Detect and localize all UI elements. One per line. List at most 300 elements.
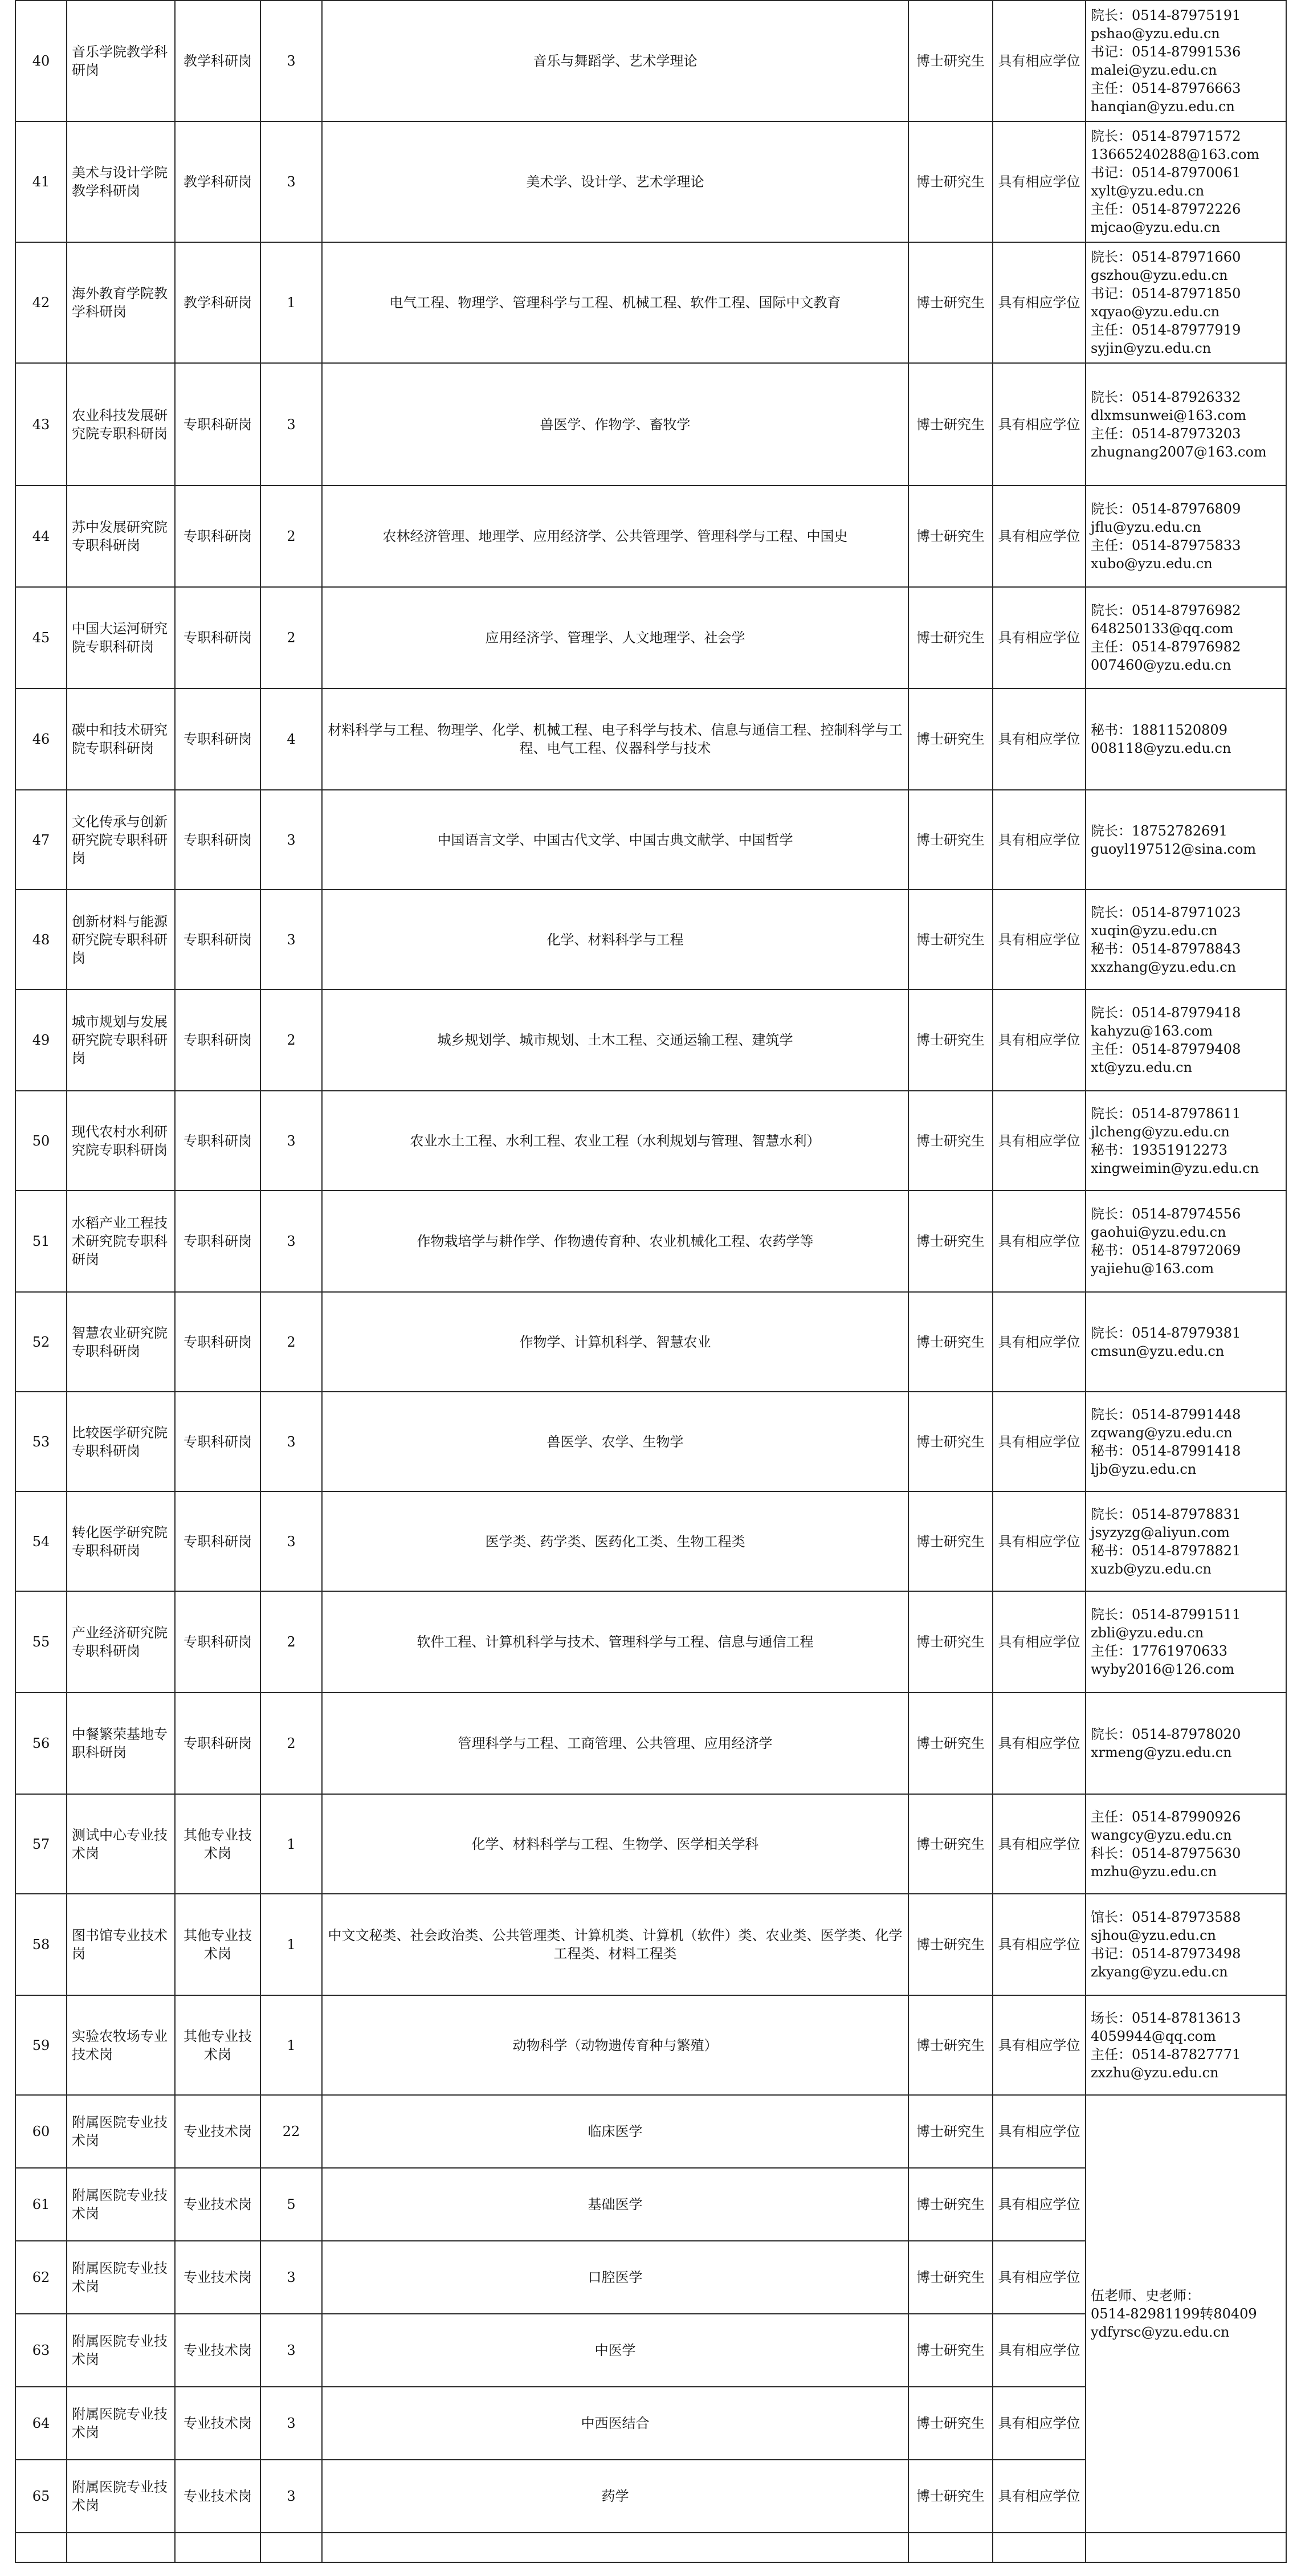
contact-cell bbox=[1086, 121, 1286, 242]
row-number-cell: 65 bbox=[15, 2460, 67, 2533]
empty-row bbox=[15, 2533, 1286, 2562]
contact-line: 院长：0514-87971572 bbox=[1091, 128, 1241, 144]
contact-line: xuqin@yzu.edu.cn bbox=[1091, 922, 1218, 939]
post-type-cell: 专职科研岗 bbox=[175, 1091, 260, 1191]
post-type-cell: 专职科研岗 bbox=[175, 1491, 260, 1591]
major-requirements-cell: 应用经济学、管理学、人文地理学、社会学 bbox=[322, 587, 908, 688]
unit-name-cell: 附属医院专业技术岗 bbox=[67, 2095, 175, 2168]
education-level-cell: 博士研究生 bbox=[908, 1191, 993, 1292]
contact-line: 主任：0514-87976982 bbox=[1091, 639, 1241, 655]
contact-line: yajiehu@163.com bbox=[1091, 1261, 1214, 1277]
contact-line: jsyzyzg@aliyun.com bbox=[1091, 1524, 1230, 1540]
education-level-cell: 博士研究生 bbox=[908, 890, 993, 989]
post-type-cell: 专职科研岗 bbox=[175, 1292, 260, 1392]
table-row bbox=[15, 688, 1286, 790]
education-level-cell: 博士研究生 bbox=[908, 790, 993, 890]
major-requirements-cell: 化学、材料科学与工程、生物学、医学相关学科 bbox=[322, 1794, 908, 1894]
headcount-cell: 5 bbox=[260, 2168, 322, 2241]
empty-cell bbox=[15, 2533, 67, 2562]
contact-line: 主任：0514-87979408 bbox=[1091, 1041, 1241, 1057]
major-requirements-cell: 农业水土工程、水利工程、农业工程（水利规划与管理、智慧水利） bbox=[322, 1091, 908, 1191]
post-type-cell: 专职科研岗 bbox=[175, 688, 260, 790]
empty-cell bbox=[175, 2533, 260, 2562]
education-level-cell: 博士研究生 bbox=[908, 1894, 993, 1995]
table-row bbox=[15, 1995, 1286, 2095]
contact-cell bbox=[1086, 688, 1286, 790]
education-level-cell: 博士研究生 bbox=[908, 486, 993, 587]
education-level-cell: 博士研究生 bbox=[908, 242, 993, 363]
contact-line: 书记：0514-87991536 bbox=[1091, 44, 1241, 60]
post-type-cell: 专业技术岗 bbox=[175, 2168, 260, 2241]
major-requirements-cell: 管理科学与工程、工商管理、公共管理、应用经济学 bbox=[322, 1693, 908, 1794]
contact-cell bbox=[1086, 1491, 1286, 1591]
post-type-cell: 专职科研岗 bbox=[175, 486, 260, 587]
contact-line: sjhou@yzu.edu.cn bbox=[1091, 1927, 1216, 1943]
contact-line: 秘书：0514-87972069 bbox=[1091, 1242, 1241, 1258]
contact-line: 秘书：18811520809 bbox=[1091, 722, 1227, 738]
row-number-cell: 45 bbox=[15, 587, 67, 688]
row-number-cell: 44 bbox=[15, 486, 67, 587]
contact-line: 秘书：0514-87978821 bbox=[1091, 1542, 1241, 1559]
contact-line: 科长：0514-87975630 bbox=[1091, 1845, 1241, 1861]
contact-cell bbox=[1086, 1292, 1286, 1392]
major-requirements-cell: 中医学 bbox=[322, 2314, 908, 2387]
degree-requirement-cell: 具有相应学位 bbox=[993, 790, 1086, 890]
major-requirements-cell: 农林经济管理、地理学、应用经济学、公共管理学、管理科学与工程、中国史 bbox=[322, 486, 908, 587]
contact-line: 秘书：0514-87978843 bbox=[1091, 940, 1241, 957]
contact-line: 主任：0514-87976663 bbox=[1091, 80, 1241, 96]
row-number-cell: 59 bbox=[15, 1995, 67, 2095]
table-row bbox=[15, 1693, 1286, 1794]
education-level-cell: 博士研究生 bbox=[908, 1491, 993, 1591]
contact-cell bbox=[1086, 890, 1286, 989]
unit-name-cell: 附属医院专业技术岗 bbox=[67, 2460, 175, 2533]
row-number-cell: 52 bbox=[15, 1292, 67, 1392]
empty-cell bbox=[908, 2533, 993, 2562]
row-number-cell: 41 bbox=[15, 121, 67, 242]
contact-line: 主任：0514-87990926 bbox=[1091, 1808, 1241, 1825]
education-level-cell: 博士研究生 bbox=[908, 1794, 993, 1894]
contact-line: 秘书：19351912273 bbox=[1091, 1142, 1227, 1158]
major-requirements-cell: 兽医学、农学、生物学 bbox=[322, 1392, 908, 1491]
contact-line: ydfyrsc@yzu.edu.cn bbox=[1091, 2324, 1230, 2340]
row-number-cell: 54 bbox=[15, 1491, 67, 1591]
major-requirements-cell: 电气工程、物理学、管理科学与工程、机械工程、软件工程、国际中文教育 bbox=[322, 242, 908, 363]
row-number-cell: 60 bbox=[15, 2095, 67, 2168]
contact-line: zxzhu@yzu.edu.cn bbox=[1091, 2064, 1219, 2081]
headcount-cell: 2 bbox=[260, 989, 322, 1091]
table-row bbox=[15, 1, 1286, 121]
headcount-cell: 22 bbox=[260, 2095, 322, 2168]
degree-requirement-cell: 具有相应学位 bbox=[993, 1191, 1086, 1292]
major-requirements-cell: 医学类、药学类、医药化工类、生物工程类 bbox=[322, 1491, 908, 1591]
headcount-cell: 3 bbox=[260, 1091, 322, 1191]
contact-line: 院长：0514-87979418 bbox=[1091, 1005, 1241, 1021]
contact-line: 院长：18752782691 bbox=[1091, 822, 1227, 839]
post-type-cell: 专职科研岗 bbox=[175, 790, 260, 890]
post-type-cell: 其他专业技术岗 bbox=[175, 1894, 260, 1995]
post-type-cell: 专职科研岗 bbox=[175, 1693, 260, 1794]
row-number-cell: 57 bbox=[15, 1794, 67, 1894]
major-requirements-cell: 城乡规划学、城市规划、土木工程、交通运输工程、建筑学 bbox=[322, 989, 908, 1091]
major-requirements-cell: 口腔医学 bbox=[322, 2241, 908, 2314]
headcount-cell: 2 bbox=[260, 1693, 322, 1794]
contact-line: xxzhang@yzu.edu.cn bbox=[1091, 959, 1237, 975]
post-type-cell: 专业技术岗 bbox=[175, 2460, 260, 2533]
headcount-cell: 3 bbox=[260, 1, 322, 121]
contact-cell bbox=[1086, 1894, 1286, 1995]
unit-name-cell: 比较医学研究院专职科研岗 bbox=[67, 1392, 175, 1491]
row-number-cell: 62 bbox=[15, 2241, 67, 2314]
row-number-cell: 63 bbox=[15, 2314, 67, 2387]
degree-requirement-cell: 具有相应学位 bbox=[993, 1091, 1086, 1191]
contact-line: xubo@yzu.edu.cn bbox=[1091, 556, 1213, 572]
contact-line: 院长：0514-87974556 bbox=[1091, 1206, 1241, 1222]
contact-cell bbox=[1086, 363, 1286, 486]
contact-cell bbox=[1086, 1794, 1286, 1894]
contact-line: 院长：0514-87979381 bbox=[1091, 1324, 1241, 1341]
post-type-cell: 专业技术岗 bbox=[175, 2095, 260, 2168]
row-number-cell: 40 bbox=[15, 1, 67, 121]
table-row bbox=[15, 989, 1286, 1091]
post-type-cell: 专职科研岗 bbox=[175, 890, 260, 989]
contact-line: hanqian@yzu.edu.cn bbox=[1091, 99, 1235, 115]
contact-line: 院长：0514-87971023 bbox=[1091, 904, 1241, 920]
degree-requirement-cell: 具有相应学位 bbox=[993, 587, 1086, 688]
education-level-cell: 博士研究生 bbox=[908, 989, 993, 1091]
contact-line: 秘书：0514-87991418 bbox=[1091, 1442, 1241, 1459]
education-level-cell: 博士研究生 bbox=[908, 1, 993, 121]
education-level-cell: 博士研究生 bbox=[908, 1995, 993, 2095]
unit-name-cell: 产业经济研究院专职科研岗 bbox=[67, 1591, 175, 1693]
degree-requirement-cell: 具有相应学位 bbox=[993, 2241, 1086, 2314]
degree-requirement-cell: 具有相应学位 bbox=[993, 2095, 1086, 2168]
contact-line: 院长：0514-87976982 bbox=[1091, 602, 1241, 618]
unit-name-cell: 水稻产业工程技术研究院专职科研岗 bbox=[67, 1191, 175, 1292]
education-level-cell: 博士研究生 bbox=[908, 2314, 993, 2387]
education-level-cell: 博士研究生 bbox=[908, 121, 993, 242]
headcount-cell: 3 bbox=[260, 790, 322, 890]
unit-name-cell: 创新材料与能源研究院专职科研岗 bbox=[67, 890, 175, 989]
contact-line: kahyzu@163.com bbox=[1091, 1023, 1213, 1039]
unit-name-cell: 文化传承与创新研究院专职科研岗 bbox=[67, 790, 175, 890]
education-level-cell: 博士研究生 bbox=[908, 1392, 993, 1491]
table-row bbox=[15, 1894, 1286, 1995]
table-row bbox=[15, 1091, 1286, 1191]
table-row bbox=[15, 790, 1286, 890]
major-requirements-cell: 临床医学 bbox=[322, 2095, 908, 2168]
unit-name-cell: 碳中和技术研究院专职科研岗 bbox=[67, 688, 175, 790]
degree-requirement-cell: 具有相应学位 bbox=[993, 1794, 1086, 1894]
degree-requirement-cell: 具有相应学位 bbox=[993, 486, 1086, 587]
major-requirements-cell: 作物栽培学与耕作学、作物遗传育种、农业机械化工程、农药学等 bbox=[322, 1191, 908, 1292]
headcount-cell: 3 bbox=[260, 2460, 322, 2533]
major-requirements-cell: 化学、材料科学与工程 bbox=[322, 890, 908, 989]
table-row bbox=[15, 2095, 1286, 2168]
headcount-cell: 2 bbox=[260, 1292, 322, 1392]
row-number-cell: 53 bbox=[15, 1392, 67, 1491]
contact-line: 院长：0514-87978020 bbox=[1091, 1726, 1241, 1742]
contact-line: 主任：0514-87827771 bbox=[1091, 2046, 1241, 2063]
education-level-cell: 博士研究生 bbox=[908, 1591, 993, 1693]
unit-name-cell: 实验农牧场专业技术岗 bbox=[67, 1995, 175, 2095]
unit-name-cell: 图书馆专业技术岗 bbox=[67, 1894, 175, 1995]
unit-name-cell: 附属医院专业技术岗 bbox=[67, 2168, 175, 2241]
contact-cell bbox=[1086, 1191, 1286, 1292]
post-type-cell: 专职科研岗 bbox=[175, 587, 260, 688]
headcount-cell: 3 bbox=[260, 363, 322, 486]
contact-line: cmsun@yzu.edu.cn bbox=[1091, 1343, 1225, 1359]
post-type-cell: 专职科研岗 bbox=[175, 363, 260, 486]
headcount-cell: 1 bbox=[260, 242, 322, 363]
headcount-cell: 3 bbox=[260, 890, 322, 989]
contact-line: zqwang@yzu.edu.cn bbox=[1091, 1424, 1233, 1441]
row-number-cell: 42 bbox=[15, 242, 67, 363]
contact-cell bbox=[1086, 1995, 1286, 2095]
table-row bbox=[15, 1292, 1286, 1392]
contact-line: 主任：0514-87975833 bbox=[1091, 537, 1241, 553]
row-number-cell: 55 bbox=[15, 1591, 67, 1693]
contact-line: 007460@yzu.edu.cn bbox=[1091, 657, 1231, 673]
unit-name-cell: 音乐学院教学科研岗 bbox=[67, 1, 175, 121]
contact-line: wyby2016@126.com bbox=[1091, 1661, 1235, 1677]
row-number-cell: 64 bbox=[15, 2387, 67, 2460]
headcount-cell: 1 bbox=[260, 1794, 322, 1894]
headcount-cell: 3 bbox=[260, 1491, 322, 1591]
contact-line: malei@yzu.edu.cn bbox=[1091, 62, 1217, 78]
table-row bbox=[15, 1491, 1286, 1591]
post-type-cell: 专职科研岗 bbox=[175, 989, 260, 1091]
degree-requirement-cell: 具有相应学位 bbox=[993, 989, 1086, 1091]
degree-requirement-cell: 具有相应学位 bbox=[993, 121, 1086, 242]
education-level-cell: 博士研究生 bbox=[908, 2387, 993, 2460]
major-requirements-cell: 音乐与舞蹈学、艺术学理论 bbox=[322, 1, 908, 121]
hospital-contact-cell bbox=[1086, 2095, 1286, 2533]
empty-cell bbox=[67, 2533, 175, 2562]
major-requirements-cell: 基础医学 bbox=[322, 2168, 908, 2241]
education-level-cell: 博士研究生 bbox=[908, 688, 993, 790]
contact-line: 主任：17761970633 bbox=[1091, 1643, 1227, 1659]
unit-name-cell: 智慧农业研究院专职科研岗 bbox=[67, 1292, 175, 1392]
major-requirements-cell: 药学 bbox=[322, 2460, 908, 2533]
headcount-cell: 3 bbox=[260, 121, 322, 242]
degree-requirement-cell: 具有相应学位 bbox=[993, 242, 1086, 363]
contact-line: 场长：0514-87813613 bbox=[1091, 2010, 1241, 2026]
contact-cell bbox=[1086, 1591, 1286, 1693]
post-type-cell: 教学科研岗 bbox=[175, 121, 260, 242]
table-row bbox=[15, 121, 1286, 242]
major-requirements-cell: 中国语言文学、中国古代文学、中国古典文献学、中国哲学 bbox=[322, 790, 908, 890]
post-type-cell: 其他专业技术岗 bbox=[175, 1794, 260, 1894]
contact-line: mjcao@yzu.edu.cn bbox=[1091, 219, 1221, 235]
contact-cell bbox=[1086, 790, 1286, 890]
contact-cell bbox=[1086, 1, 1286, 121]
table-row bbox=[15, 587, 1286, 688]
row-number-cell: 49 bbox=[15, 989, 67, 1091]
education-level-cell: 博士研究生 bbox=[908, 2168, 993, 2241]
post-type-cell: 专职科研岗 bbox=[175, 1392, 260, 1491]
contact-cell bbox=[1086, 587, 1286, 688]
contact-line: 主任：0514-87972226 bbox=[1091, 201, 1241, 217]
contact-line: zhugnang2007@163.com bbox=[1091, 443, 1267, 460]
row-number-cell: 56 bbox=[15, 1693, 67, 1794]
unit-name-cell: 海外教育学院教学科研岗 bbox=[67, 242, 175, 363]
headcount-cell: 3 bbox=[260, 2314, 322, 2387]
major-requirements-cell: 软件工程、计算机科学与技术、管理科学与工程、信息与通信工程 bbox=[322, 1591, 908, 1693]
contact-line: ljb@yzu.edu.cn bbox=[1091, 1461, 1197, 1477]
degree-requirement-cell: 具有相应学位 bbox=[993, 1693, 1086, 1794]
major-requirements-cell: 材料科学与工程、物理学、化学、机械工程、电子科学与技术、信息与通信工程、控制科学与工程、电气工程、仪器科学与技术 bbox=[322, 688, 908, 790]
contact-cell bbox=[1086, 1091, 1286, 1191]
major-requirements-cell: 作物学、计算机科学、智慧农业 bbox=[322, 1292, 908, 1392]
post-type-cell: 专业技术岗 bbox=[175, 2241, 260, 2314]
contact-line: jflu@yzu.edu.cn bbox=[1091, 519, 1201, 535]
contact-cell bbox=[1086, 486, 1286, 587]
row-number-cell: 50 bbox=[15, 1091, 67, 1191]
contact-line: 院长：0514-87926332 bbox=[1091, 389, 1241, 405]
unit-name-cell: 美术与设计学院教学科研岗 bbox=[67, 121, 175, 242]
table-row bbox=[15, 890, 1286, 989]
degree-requirement-cell: 具有相应学位 bbox=[993, 2387, 1086, 2460]
major-requirements-cell: 兽医学、作物学、畜牧学 bbox=[322, 363, 908, 486]
degree-requirement-cell: 具有相应学位 bbox=[993, 1491, 1086, 1591]
row-number-cell: 58 bbox=[15, 1894, 67, 1995]
post-type-cell: 专职科研岗 bbox=[175, 1191, 260, 1292]
contact-line: 4059944@qq.com bbox=[1091, 2028, 1216, 2044]
contact-line: mzhu@yzu.edu.cn bbox=[1091, 1863, 1217, 1880]
contact-line: 院长：0514-87971660 bbox=[1091, 249, 1241, 265]
unit-name-cell: 附属医院专业技术岗 bbox=[67, 2387, 175, 2460]
unit-name-cell: 现代农村水利研究院专职科研岗 bbox=[67, 1091, 175, 1191]
contact-line: 648250133@qq.com bbox=[1091, 621, 1234, 637]
row-number-cell: 43 bbox=[15, 363, 67, 486]
contact-line: pshao@yzu.edu.cn bbox=[1091, 26, 1220, 42]
contact-line: 主任：0514-87973203 bbox=[1091, 425, 1241, 442]
post-type-cell: 教学科研岗 bbox=[175, 242, 260, 363]
row-number-cell: 48 bbox=[15, 890, 67, 989]
headcount-cell: 2 bbox=[260, 587, 322, 688]
empty-cell bbox=[993, 2533, 1086, 2562]
contact-line: 院长：0514-87976809 bbox=[1091, 501, 1241, 517]
contact-cell bbox=[1086, 989, 1286, 1091]
unit-name-cell: 中餐繁荣基地专职科研岗 bbox=[67, 1693, 175, 1794]
contact-line: 0514-82981199转80409 bbox=[1091, 2306, 1257, 2322]
degree-requirement-cell: 具有相应学位 bbox=[993, 1591, 1086, 1693]
contact-line: xt@yzu.edu.cn bbox=[1091, 1059, 1193, 1075]
contact-line: xrmeng@yzu.edu.cn bbox=[1091, 1744, 1232, 1760]
table-row bbox=[15, 1392, 1286, 1491]
unit-name-cell: 苏中发展研究院专职科研岗 bbox=[67, 486, 175, 587]
degree-requirement-cell: 具有相应学位 bbox=[993, 890, 1086, 989]
contact-line: xylt@yzu.edu.cn bbox=[1091, 183, 1205, 199]
headcount-cell: 4 bbox=[260, 688, 322, 790]
contact-cell bbox=[1086, 242, 1286, 363]
degree-requirement-cell: 具有相应学位 bbox=[993, 1392, 1086, 1491]
degree-requirement-cell: 具有相应学位 bbox=[993, 363, 1086, 486]
education-level-cell: 博士研究生 bbox=[908, 2095, 993, 2168]
contact-line: jlcheng@yzu.edu.cn bbox=[1091, 1123, 1230, 1140]
row-number-cell: 46 bbox=[15, 688, 67, 790]
contact-line: zbli@yzu.edu.cn bbox=[1091, 1625, 1204, 1641]
contact-line: 院长：0514-87991511 bbox=[1091, 1607, 1241, 1623]
post-type-cell: 专职科研岗 bbox=[175, 1591, 260, 1693]
contact-line: xqyao@yzu.edu.cn bbox=[1091, 304, 1220, 320]
unit-name-cell: 附属医院专业技术岗 bbox=[67, 2241, 175, 2314]
headcount-cell: 3 bbox=[260, 1392, 322, 1491]
major-requirements-cell: 美术学、设计学、艺术学理论 bbox=[322, 121, 908, 242]
unit-name-cell: 测试中心专业技术岗 bbox=[67, 1794, 175, 1894]
contact-line: 书记：0514-87973498 bbox=[1091, 1946, 1241, 1962]
contact-line: 伍老师、史老师： bbox=[1091, 2288, 1200, 2304]
headcount-cell: 1 bbox=[260, 1995, 322, 2095]
major-requirements-cell: 中西医结合 bbox=[322, 2387, 908, 2460]
education-level-cell: 博士研究生 bbox=[908, 587, 993, 688]
table-row bbox=[15, 1794, 1286, 1894]
contact-line: dlxmsunwei@163.com bbox=[1091, 407, 1247, 423]
contact-line: guoyl197512@sina.com bbox=[1091, 841, 1257, 857]
education-level-cell: 博士研究生 bbox=[908, 1091, 993, 1191]
education-level-cell: 博士研究生 bbox=[908, 1292, 993, 1392]
contact-line: xuzb@yzu.edu.cn bbox=[1091, 1560, 1212, 1577]
headcount-cell: 3 bbox=[260, 2241, 322, 2314]
contact-cell bbox=[1086, 1392, 1286, 1491]
contact-line: 008118@yzu.edu.cn bbox=[1091, 740, 1231, 756]
contact-line: gszhou@yzu.edu.cn bbox=[1091, 267, 1228, 283]
degree-requirement-cell: 具有相应学位 bbox=[993, 1894, 1086, 1995]
degree-requirement-cell: 具有相应学位 bbox=[993, 688, 1086, 790]
major-requirements-cell: 动物科学（动物遗传育种与繁殖） bbox=[322, 1995, 908, 2095]
headcount-cell: 2 bbox=[260, 486, 322, 587]
table-row bbox=[15, 1591, 1286, 1693]
degree-requirement-cell: 具有相应学位 bbox=[993, 1995, 1086, 2095]
degree-requirement-cell: 具有相应学位 bbox=[993, 2168, 1086, 2241]
major-requirements-cell: 中文文秘类、社会政治类、公共管理类、计算机类、计算机（软件）类、农业类、医学类、化学工程类、材料工程类 bbox=[322, 1894, 908, 1995]
contact-line: 主任：0514-87977919 bbox=[1091, 322, 1241, 338]
contact-line: xingweimin@yzu.edu.cn bbox=[1091, 1160, 1259, 1176]
headcount-cell: 1 bbox=[260, 1894, 322, 1995]
headcount-cell: 3 bbox=[260, 1191, 322, 1292]
table-body bbox=[15, 1, 1286, 2562]
table-row bbox=[15, 242, 1286, 363]
post-type-cell: 其他专业技术岗 bbox=[175, 1995, 260, 2095]
empty-cell bbox=[1086, 2533, 1286, 2562]
unit-name-cell: 转化医学研究院专职科研岗 bbox=[67, 1491, 175, 1591]
contact-line: 馆长：0514-87973588 bbox=[1091, 1909, 1241, 1925]
post-type-cell: 专业技术岗 bbox=[175, 2314, 260, 2387]
row-number-cell: 47 bbox=[15, 790, 67, 890]
headcount-cell: 2 bbox=[260, 1591, 322, 1693]
empty-cell bbox=[322, 2533, 908, 2562]
unit-name-cell: 中国大运河研究院专职科研岗 bbox=[67, 587, 175, 688]
row-number-cell: 51 bbox=[15, 1191, 67, 1292]
contact-line: 书记：0514-87970061 bbox=[1091, 165, 1241, 181]
contact-line: 院长：0514-87978831 bbox=[1091, 1506, 1241, 1522]
contact-line: wangcy@yzu.edu.cn bbox=[1091, 1827, 1232, 1843]
positions-table bbox=[15, 0, 1287, 2563]
post-type-cell: 专业技术岗 bbox=[175, 2387, 260, 2460]
education-level-cell: 博士研究生 bbox=[908, 1693, 993, 1794]
education-level-cell: 博士研究生 bbox=[908, 2460, 993, 2533]
empty-cell bbox=[260, 2533, 322, 2562]
unit-name-cell: 城市规划与发展研究院专职科研岗 bbox=[67, 989, 175, 1091]
contact-line: 院长：0514-87978611 bbox=[1091, 1105, 1241, 1122]
contact-line: zkyang@yzu.edu.cn bbox=[1091, 1964, 1228, 1980]
unit-name-cell: 农业科技发展研究院专职科研岗 bbox=[67, 363, 175, 486]
table-row bbox=[15, 363, 1286, 486]
education-level-cell: 博士研究生 bbox=[908, 363, 993, 486]
contact-line: gaohui@yzu.edu.cn bbox=[1091, 1224, 1226, 1240]
unit-name-cell: 附属医院专业技术岗 bbox=[67, 2314, 175, 2387]
